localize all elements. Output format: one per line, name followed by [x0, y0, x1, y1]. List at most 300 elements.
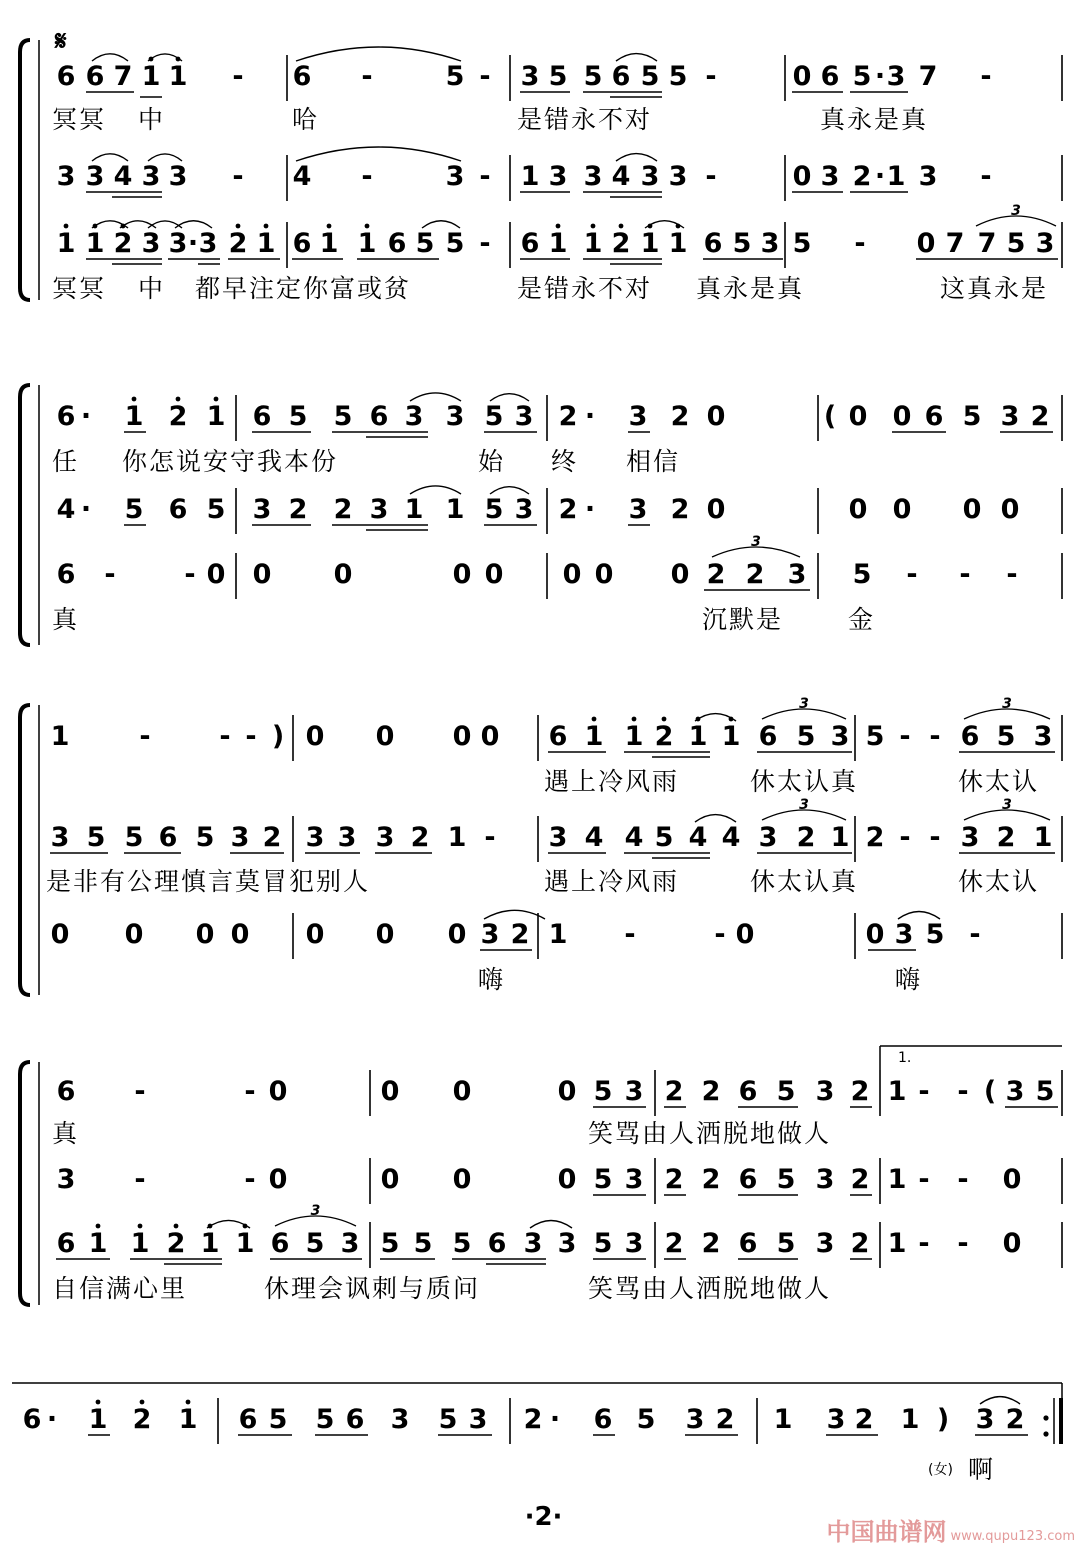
note: 0: [792, 161, 812, 192]
note: 1: [887, 1228, 907, 1259]
note: ·: [549, 1404, 561, 1435]
lyric: 真永是真: [820, 105, 929, 134]
note: ·: [584, 494, 596, 525]
lyric: 休太认: [958, 767, 1040, 796]
note: 2: [670, 401, 690, 432]
note: 1: [50, 721, 70, 752]
note: (: [823, 401, 837, 432]
note: 1: [584, 721, 604, 752]
note: 3: [168, 228, 188, 259]
note: 1: [830, 822, 850, 853]
note: 6: [168, 494, 188, 525]
note: 5: [583, 61, 603, 92]
note: 0: [375, 721, 395, 752]
slur: [410, 486, 461, 494]
note: 7: [113, 61, 133, 92]
note: 7: [945, 228, 965, 259]
note: 3: [1035, 228, 1055, 259]
lyric: 都早注定你富或贫: [195, 274, 412, 303]
note: 0: [1002, 1164, 1022, 1195]
note: 3: [56, 1164, 76, 1195]
note: 1: [88, 1228, 108, 1259]
note: -: [184, 559, 196, 590]
octave-dot: [591, 224, 596, 229]
note: 5: [640, 61, 660, 92]
lyric: 你怎说安守我本份: [122, 447, 339, 476]
note: 5: [438, 1404, 458, 1435]
watermark-url: www.qupu123.com: [950, 1529, 1075, 1544]
watermark-name: 中国曲谱网: [826, 1518, 947, 1546]
note: 5: [288, 401, 308, 432]
note: 1: [773, 1404, 793, 1435]
note: 6: [611, 61, 631, 92]
slur: [422, 221, 460, 228]
note: 5: [852, 61, 872, 92]
lyric: 金: [848, 605, 876, 634]
note: 3: [624, 1228, 644, 1259]
note: 3: [787, 559, 807, 590]
note: 0: [206, 559, 226, 590]
note: 1: [721, 721, 741, 752]
note: 1: [130, 1228, 150, 1259]
note: 4: [624, 822, 644, 853]
note: -: [244, 1076, 256, 1107]
octave-dot: [556, 224, 561, 229]
note: 2: [852, 161, 872, 192]
note: 0: [892, 494, 912, 525]
note: 1: [548, 919, 568, 950]
note: 2: [850, 1228, 870, 1259]
note: 5: [445, 228, 465, 259]
note: 6: [703, 228, 723, 259]
note: -: [361, 61, 373, 92]
note: -: [906, 559, 918, 590]
note: 0: [484, 559, 504, 590]
octave-dot: [264, 224, 269, 229]
note: 2: [664, 1164, 684, 1195]
octave-dot: [176, 397, 181, 402]
note: 6: [85, 61, 105, 92]
note: 6: [738, 1076, 758, 1107]
note: 5: [86, 822, 106, 853]
note: 3: [628, 494, 648, 525]
note: 5: [776, 1076, 796, 1107]
octave-dot: [140, 1400, 145, 1405]
note: 1: [319, 228, 339, 259]
note: 0: [892, 401, 912, 432]
tuplet-label: 3: [1002, 797, 1012, 813]
note: 3: [230, 822, 250, 853]
note: 7: [977, 228, 997, 259]
lyric: 休太认真: [750, 767, 859, 796]
note: 2: [701, 1228, 721, 1259]
note: 6: [238, 1404, 258, 1435]
note: 5: [206, 494, 226, 525]
segno-icon: 𝄋: [55, 26, 67, 57]
lyric: 这真永是: [940, 274, 1049, 303]
slur: [92, 54, 128, 61]
octave-dot: [592, 717, 597, 722]
note: -: [705, 61, 717, 92]
note: 2: [701, 1164, 721, 1195]
note: 3: [960, 822, 980, 853]
note: 6: [56, 401, 76, 432]
note: 0: [305, 721, 325, 752]
note: 0: [124, 919, 144, 950]
note: 3: [390, 1404, 410, 1435]
lyric: 始: [478, 447, 506, 476]
note: 5: [852, 559, 872, 590]
note: 0: [848, 401, 868, 432]
note: 0: [557, 1076, 577, 1107]
note: 5: [654, 822, 674, 853]
note: 3: [445, 401, 465, 432]
note: 5: [195, 822, 215, 853]
note: 0: [594, 559, 614, 590]
note: 0: [50, 919, 70, 950]
page-number: ·2·: [524, 1502, 563, 1532]
note: 2: [796, 822, 816, 853]
tuplet-label: 3: [751, 534, 761, 550]
slur: [92, 154, 128, 161]
note: 5: [962, 401, 982, 432]
note: -: [854, 228, 866, 259]
note: -: [479, 228, 491, 259]
note: 6: [252, 401, 272, 432]
note: 6: [548, 721, 568, 752]
note: -: [980, 161, 992, 192]
note: 3: [369, 494, 389, 525]
octave-dot: [365, 224, 370, 229]
note: 5: [996, 721, 1016, 752]
note: 3: [685, 1404, 705, 1435]
note: 6: [738, 1164, 758, 1195]
system-bracket: [20, 1062, 30, 1305]
note: 0: [380, 1164, 400, 1195]
slur: [616, 54, 657, 61]
octave-dot: [132, 397, 137, 402]
note: 5: [268, 1404, 288, 1435]
note: 2: [228, 228, 248, 259]
note: 2: [558, 494, 578, 525]
note: 0: [706, 494, 726, 525]
lyric: 冥冥: [52, 274, 107, 303]
lyric: 是错永不对: [517, 105, 653, 134]
lyric: 嗨: [895, 965, 923, 994]
note: -: [714, 919, 726, 950]
lyric: 真: [52, 1119, 80, 1148]
note: 5: [796, 721, 816, 752]
note: 1: [168, 61, 188, 92]
tuplet-label: 3: [1002, 696, 1012, 712]
note: 3: [523, 1228, 543, 1259]
tuplet-label: 3: [1011, 203, 1021, 219]
note: 1: [447, 822, 467, 853]
note: 2: [1005, 1404, 1025, 1435]
octave-dot: [327, 224, 332, 229]
lyric: 终: [551, 447, 579, 476]
note: 0: [735, 919, 755, 950]
note: 4: [56, 494, 76, 525]
octave-dot: [96, 1400, 101, 1405]
note: -: [479, 161, 491, 192]
note: 3: [252, 494, 272, 525]
note: 2: [745, 559, 765, 590]
note: 0: [375, 919, 395, 950]
note: -: [624, 919, 636, 950]
note: 3: [975, 1404, 995, 1435]
note: (: [983, 1076, 997, 1107]
note: 0: [268, 1164, 288, 1195]
note: 5: [636, 1404, 656, 1435]
slur: [695, 815, 736, 822]
system-bracket: [20, 705, 30, 995]
note: -: [244, 1164, 256, 1195]
note: 5: [1035, 1076, 1055, 1107]
note: -: [134, 1164, 146, 1195]
note: 2: [654, 721, 674, 752]
note: -: [104, 559, 116, 590]
note: 6: [960, 721, 980, 752]
note: 5: [484, 494, 504, 525]
note: 1: [141, 61, 161, 92]
note: -: [219, 721, 231, 752]
note: 1: [404, 494, 424, 525]
note: 2: [854, 1404, 874, 1435]
octave-dot: [632, 717, 637, 722]
note: ·: [187, 228, 199, 259]
note: 3: [85, 161, 105, 192]
note: 2: [113, 228, 133, 259]
note: 7: [918, 61, 938, 92]
note: 1: [900, 1404, 920, 1435]
note: 0: [848, 494, 868, 525]
note: 5: [1006, 228, 1026, 259]
note: 3: [894, 919, 914, 950]
note: ·: [80, 494, 92, 525]
note: 5: [548, 61, 568, 92]
note: -: [232, 61, 244, 92]
note: 1: [1033, 822, 1053, 853]
note: 0: [452, 1164, 472, 1195]
volta-label: 1.: [898, 1050, 912, 1066]
octave-dot: [64, 224, 69, 229]
note: ·: [874, 161, 886, 192]
note: 1: [124, 401, 144, 432]
note: 3: [56, 161, 76, 192]
note: -: [957, 1076, 969, 1107]
lyric: 笑骂由人洒脱地做人: [588, 1119, 832, 1148]
note: 0: [452, 721, 472, 752]
note: 6: [292, 61, 312, 92]
note: 3: [640, 161, 660, 192]
note: ·: [874, 61, 886, 92]
note: 3: [760, 228, 780, 259]
note: 5: [333, 401, 353, 432]
note: 3: [520, 61, 540, 92]
slur: [296, 47, 461, 61]
note: -: [484, 822, 496, 853]
note: -: [479, 61, 491, 92]
note: -: [969, 919, 981, 950]
note: 0: [865, 919, 885, 950]
note: 0: [305, 919, 325, 950]
note: 5: [593, 1164, 613, 1195]
note: 2: [333, 494, 353, 525]
note: 5: [776, 1164, 796, 1195]
note: 0: [333, 559, 353, 590]
note: 3: [628, 401, 648, 432]
note: 0: [380, 1076, 400, 1107]
note: 2: [664, 1228, 684, 1259]
note: 6: [487, 1228, 507, 1259]
note: 3: [514, 494, 534, 525]
note: 6: [292, 228, 312, 259]
note: 3: [886, 61, 906, 92]
octave-dot: [619, 224, 624, 229]
note: 3: [548, 822, 568, 853]
note: 0: [706, 401, 726, 432]
note: 5: [792, 228, 812, 259]
note: 3: [815, 1076, 835, 1107]
note: 6: [387, 228, 407, 259]
note: 2: [410, 822, 430, 853]
note: -: [959, 559, 971, 590]
note: 3: [583, 161, 603, 192]
note: 6: [520, 228, 540, 259]
note: 3: [624, 1076, 644, 1107]
note: -: [139, 721, 151, 752]
note: 1: [640, 228, 660, 259]
note: -: [134, 1076, 146, 1107]
note: 1: [85, 228, 105, 259]
note: 3: [826, 1404, 846, 1435]
lyric: 任: [52, 447, 80, 476]
note: 6: [738, 1228, 758, 1259]
voice-note: (女): [928, 1462, 953, 1478]
note: 0: [562, 559, 582, 590]
note: 6: [56, 1228, 76, 1259]
note: 2: [262, 822, 282, 853]
octave-dot: [186, 1400, 191, 1405]
octave-dot: [214, 397, 219, 402]
note: 3: [198, 228, 218, 259]
note: -: [899, 822, 911, 853]
note: 5: [415, 228, 435, 259]
slur: [410, 393, 461, 401]
note: 0: [452, 1076, 472, 1107]
note: -: [918, 1164, 930, 1195]
repeat-dot: [1043, 1415, 1048, 1420]
note: 1: [520, 161, 540, 192]
slur: [616, 154, 657, 161]
octave-dot: [138, 1224, 143, 1229]
note: 2: [701, 1076, 721, 1107]
note: 6: [924, 401, 944, 432]
note: 5: [865, 721, 885, 752]
note: 5: [380, 1228, 400, 1259]
note: 1: [235, 1228, 255, 1259]
note: 0: [792, 61, 812, 92]
note: 3: [514, 401, 534, 432]
note: 1: [56, 228, 76, 259]
note: 3: [404, 401, 424, 432]
lyric: 相信: [626, 447, 681, 476]
lyric: 真永是真: [696, 274, 805, 303]
note: 6: [56, 1076, 76, 1107]
note: 2: [850, 1076, 870, 1107]
note: 5: [925, 919, 945, 950]
lyric: 中: [138, 274, 166, 303]
note: 1: [624, 721, 644, 752]
note: 0: [557, 1164, 577, 1195]
note: 3: [820, 161, 840, 192]
note: 2: [510, 919, 530, 950]
note: ): [271, 721, 285, 752]
note: 0: [1002, 1228, 1022, 1259]
note: 1: [668, 228, 688, 259]
octave-dot: [662, 717, 667, 722]
slur: [484, 910, 545, 919]
note: 2: [670, 494, 690, 525]
system-bracket: [20, 385, 30, 645]
lyric: 遇上冷风雨: [544, 867, 680, 896]
note: 2: [132, 1404, 152, 1435]
note: 0: [230, 919, 250, 950]
slur: [490, 487, 529, 494]
note: 3: [918, 161, 938, 192]
note: 1: [583, 228, 603, 259]
note: -: [1006, 559, 1018, 590]
note: 5: [315, 1404, 335, 1435]
note: 6: [22, 1404, 42, 1435]
lyric: 冥冥: [52, 105, 107, 134]
note: 6: [56, 559, 76, 590]
note: -: [957, 1164, 969, 1195]
lyric: 自信满心里: [52, 1274, 188, 1303]
note: 1: [887, 1164, 907, 1195]
note: 2: [706, 559, 726, 590]
note: 3: [480, 919, 500, 950]
note: 1: [206, 401, 226, 432]
tuplet-label: 3: [310, 1203, 321, 1219]
note: 0: [1000, 494, 1020, 525]
slur: [296, 147, 461, 161]
note: 2: [168, 401, 188, 432]
note: 0: [195, 919, 215, 950]
note: 1: [548, 228, 568, 259]
note: 3: [337, 822, 357, 853]
note: 4: [113, 161, 133, 192]
system-bracket: [20, 40, 30, 300]
note: 2: [1030, 401, 1050, 432]
note: 6: [270, 1228, 290, 1259]
octave-dot: [174, 1224, 179, 1229]
note: 2: [611, 228, 631, 259]
note: -: [899, 721, 911, 752]
note: -: [705, 161, 717, 192]
note: 2: [288, 494, 308, 525]
note: 4: [292, 161, 312, 192]
note: 3: [141, 228, 161, 259]
note: 3: [141, 161, 161, 192]
note: 3: [168, 161, 188, 192]
note: -: [929, 822, 941, 853]
note: 1: [178, 1404, 198, 1435]
note: 1: [88, 1404, 108, 1435]
note: 2: [850, 1164, 870, 1195]
note: 3: [557, 1228, 577, 1259]
